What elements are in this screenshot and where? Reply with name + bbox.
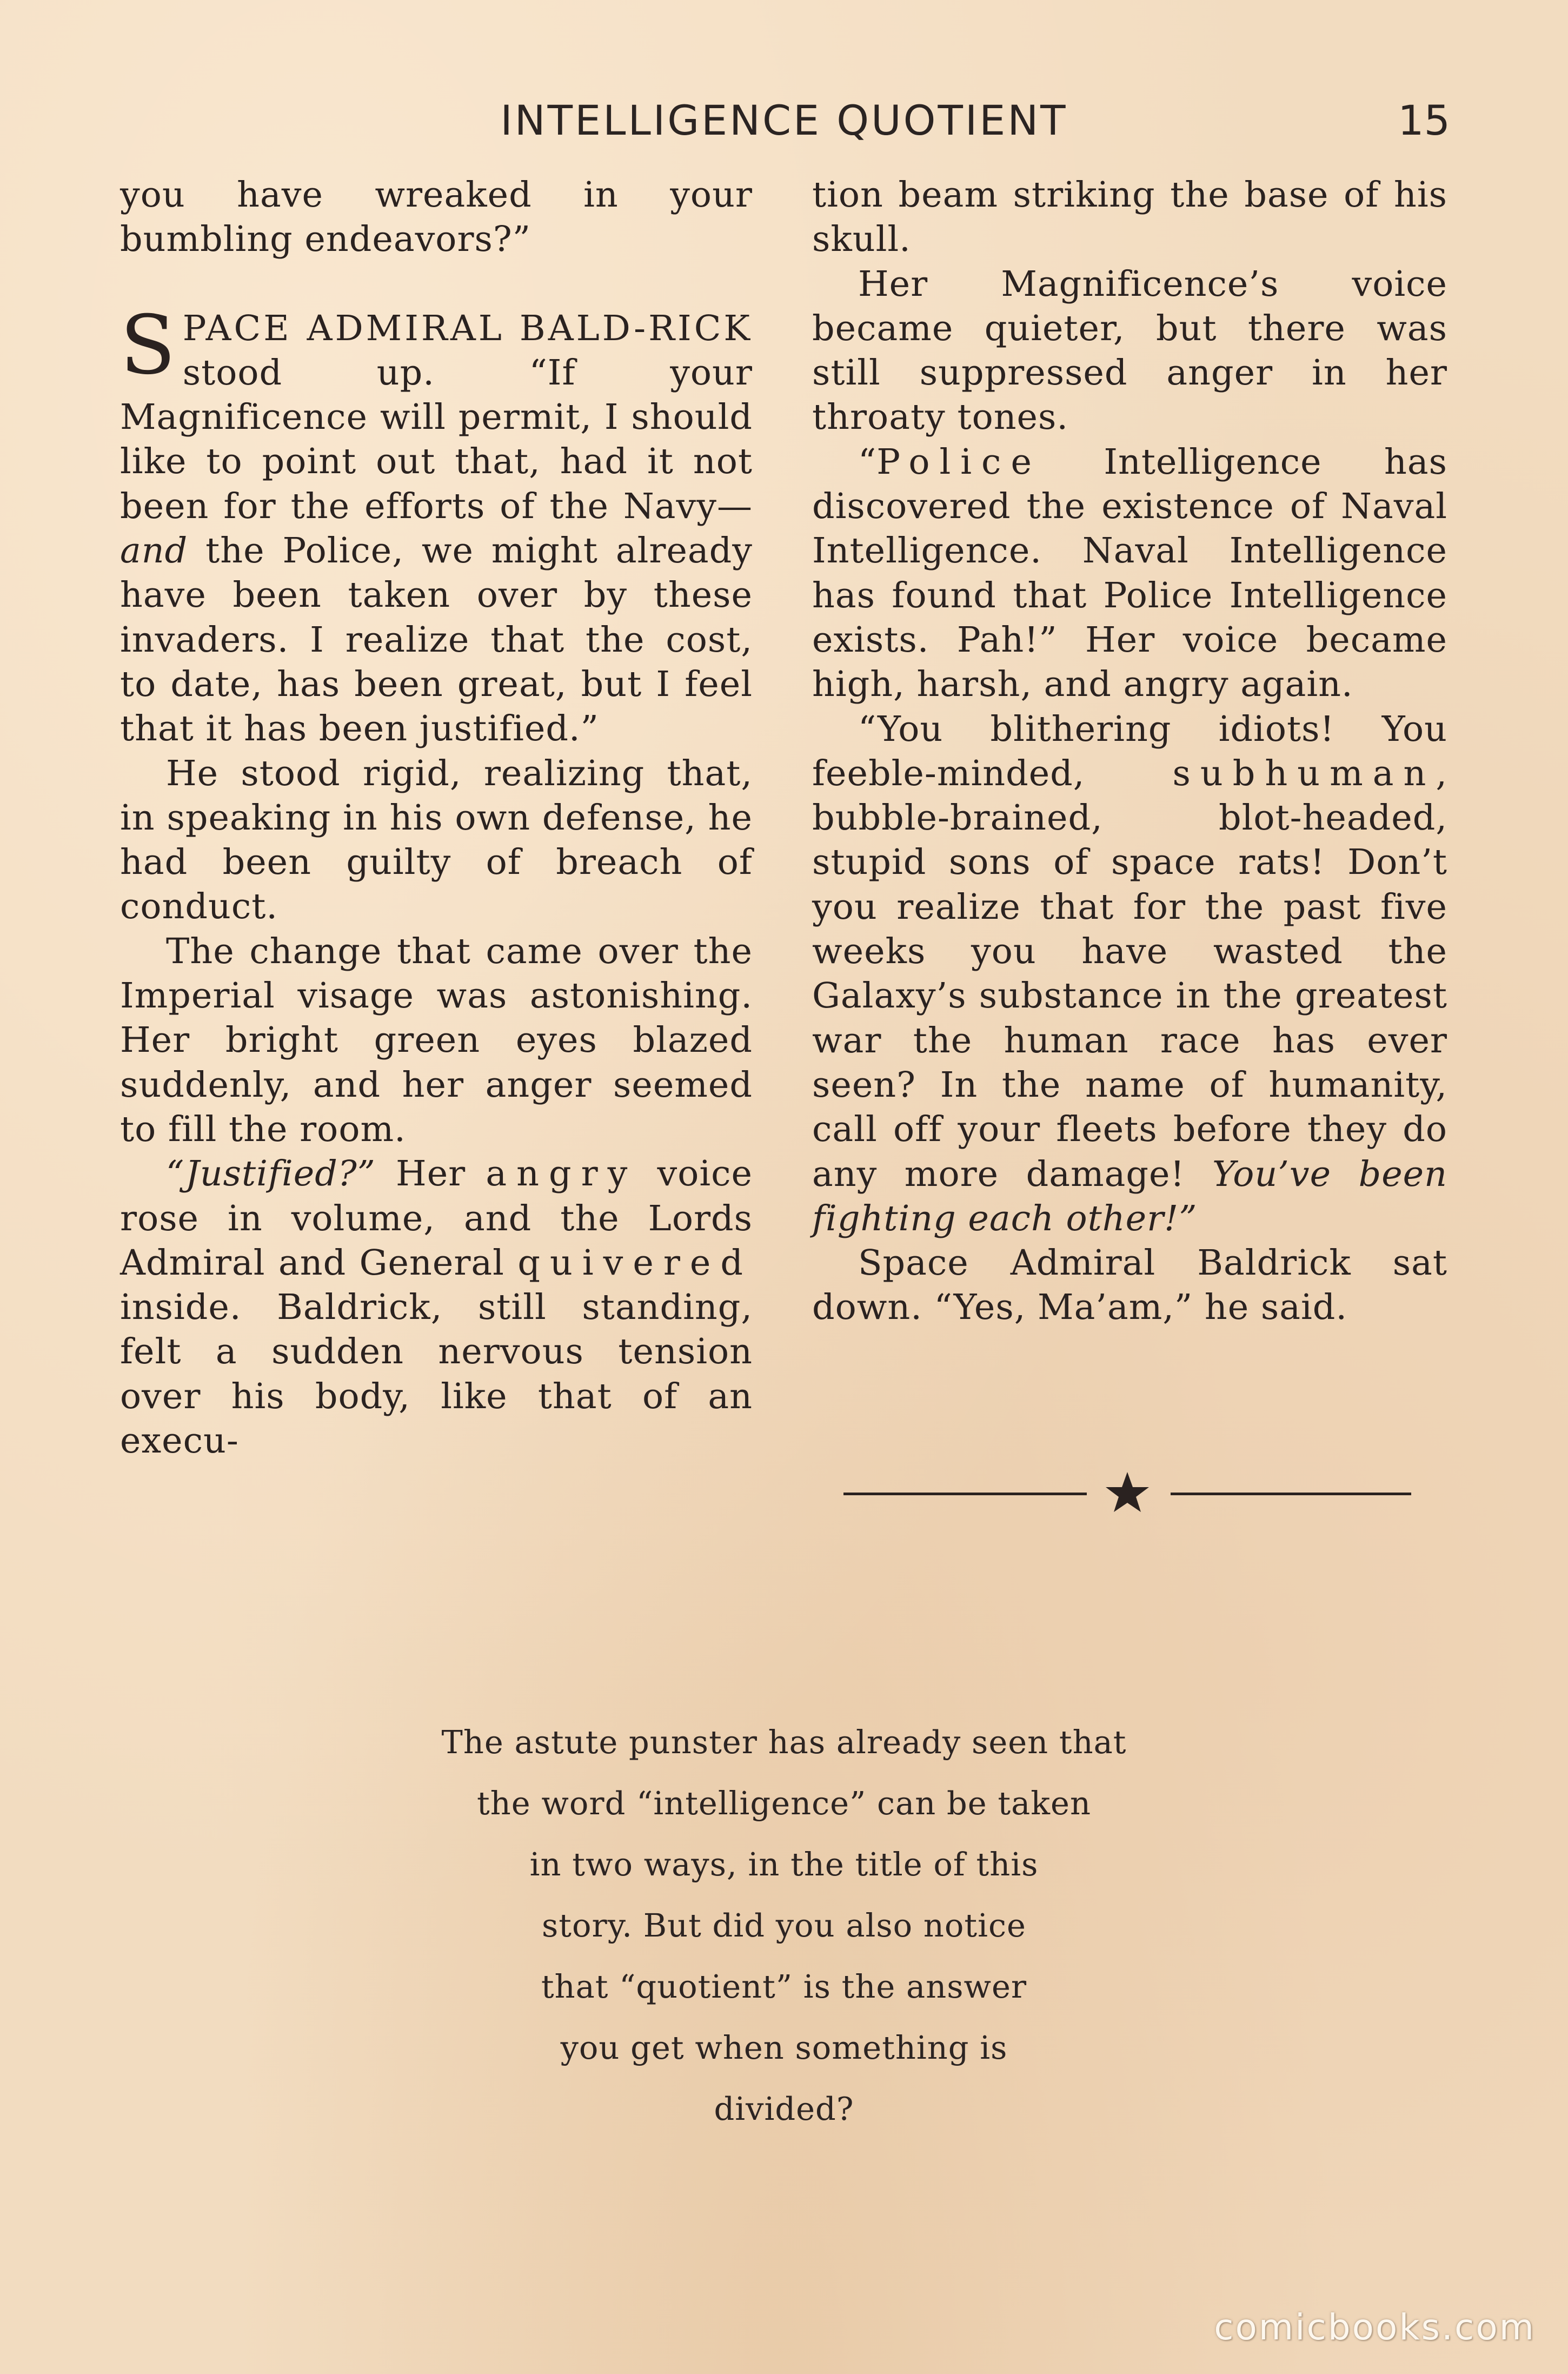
paragraph-text: Intelligence has discovered the existence of Naval Intelligence. Naval Intelligence has found that Police Intelligence exists. Pah!” Her voice became high, harsh, and angry again. bbox=[812, 441, 1447, 705]
paragraph-text: “ bbox=[858, 441, 877, 482]
paragraph bbox=[812, 707, 1447, 1242]
paragraph-text: the Police, we might already have been taken over by these invaders. I realize that the cost, to date, has been great, but I feel that it has been justified.” bbox=[120, 530, 753, 750]
footnote-line: in two ways, in the title of this bbox=[529, 1846, 1039, 1883]
paragraph-text: inside. Baldrick, still standing, felt a sudden nervous tension over his body, like that of an execu- bbox=[120, 1287, 753, 1462]
footnote-line: you get when something is bbox=[560, 2029, 1008, 2066]
paragraph-text: “You blithering idiots! You feeble-minded, bbox=[812, 708, 1447, 794]
paragraph: you have wreaked in your bumbling endeavors?” bbox=[120, 175, 753, 260]
footnote-line: The astute punster has already seen that bbox=[441, 1723, 1127, 1761]
section-divider bbox=[843, 1471, 1411, 1514]
right-column bbox=[812, 173, 1447, 1330]
divider-rule-right bbox=[1171, 1493, 1411, 1495]
footnote-line: the word “intelligence” can be taken bbox=[477, 1785, 1091, 1822]
letterspaced-word: subhuman bbox=[1172, 753, 1436, 794]
paragraph bbox=[120, 1152, 753, 1463]
footnote-line: that “quotient” is the answer bbox=[541, 1968, 1027, 2005]
divider-rule-left bbox=[843, 1493, 1087, 1495]
page-number: 15 bbox=[1398, 96, 1450, 144]
paragraph: He stood rigid, realizing that, in speaking in his own defense, he had been guilty of breach of conduct. bbox=[120, 753, 753, 927]
paragraph: tion beam striking the base of his skull. bbox=[812, 175, 1447, 260]
footnote-line: divided? bbox=[714, 2090, 854, 2127]
footnote-line: story. But did you also notice bbox=[542, 1907, 1026, 1944]
emphasis: and bbox=[120, 530, 188, 572]
star-icon bbox=[1098, 1471, 1157, 1514]
paragraph-text: voice rose in volume, and the Lords Admiral and General bbox=[120, 1153, 753, 1283]
paragraph bbox=[812, 440, 1447, 707]
site-watermark: comicbooks.com bbox=[1214, 2306, 1536, 2348]
emphasis: “Justified?” bbox=[166, 1153, 376, 1195]
letterspaced-word: angry bbox=[486, 1153, 637, 1195]
section-lead: PACE ADMIRAL BALD-RICK bbox=[182, 308, 753, 349]
left-column bbox=[120, 173, 753, 1463]
paragraph-text: Her bbox=[375, 1153, 486, 1195]
paragraph: Her Magnificence’s voice became quieter, but there was still suppressed anger in her throaty tones. bbox=[812, 263, 1447, 438]
running-head bbox=[0, 91, 1568, 150]
paragraph-text: stood up. “If your Magnificence will permit, I should like to point out that, had it not been for the efforts of the Navy— bbox=[120, 352, 753, 527]
paragraph-section-start bbox=[120, 298, 753, 752]
paragraph-text: , bubble-brained, blot-headed, stupid sons of space rats! Don’t you realize that for the past five weeks you have wasted the Galaxy’s substance in the greatest war the human race has ever seen? In the name of humanity, call off your fleets before they do any more damage! bbox=[812, 753, 1447, 1195]
drop-cap: S bbox=[120, 298, 176, 393]
paragraph: Space Admiral Baldrick sat down. “Yes, Ma’am,” he said. bbox=[812, 1243, 1447, 1328]
letterspaced-word: Police bbox=[876, 441, 1041, 482]
letterspaced-word: quivered bbox=[517, 1242, 753, 1283]
running-title: INTELLIGENCE QUOTIENT bbox=[500, 96, 1068, 144]
emphasis: You’ve been fighting each other!” bbox=[812, 1153, 1447, 1239]
paragraph: The change that came over the Imperial visage was astonishing. Her bright green eyes blazed suddenly, and her anger seemed to fill the room. bbox=[120, 931, 753, 1150]
editor-footnote bbox=[243, 1712, 1325, 2139]
